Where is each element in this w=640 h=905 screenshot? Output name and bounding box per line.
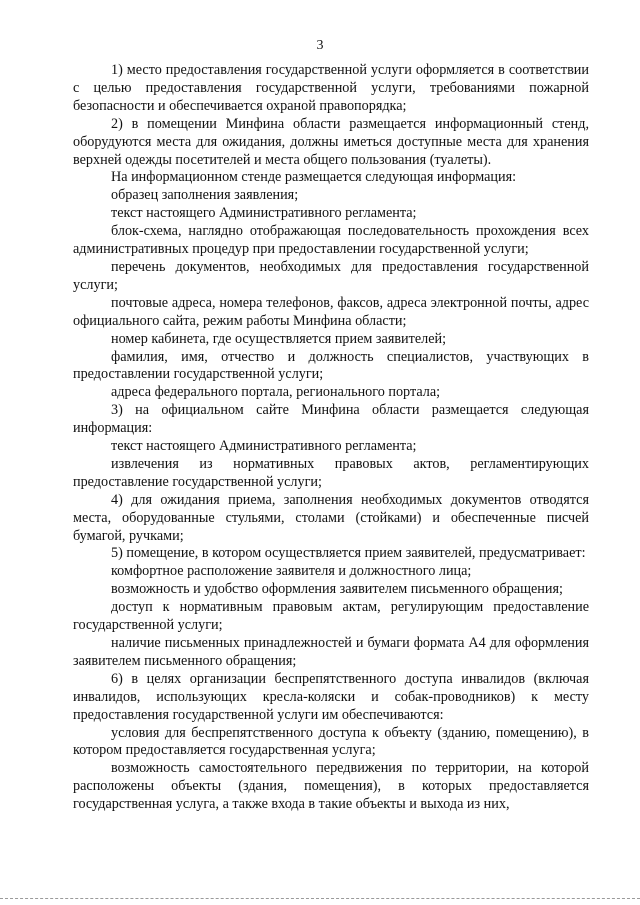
paragraph: почтовые адреса, номера телефонов, факсов, адреса электронной почты, адрес официального сайта, режим работы Минфина области; [73, 294, 589, 329]
paragraph: 6) в целях организации беспрепятственного доступа инвалидов (включая инвалидов, использующих кресла-коляски и собак-проводников) к месту предоставления государственной услуги им обеспечиваются: [73, 670, 589, 723]
paragraph: комфортное расположение заявителя и должностного лица; [111, 563, 472, 580]
paragraph: фамилия, имя, отчество и должность специалистов, участвующих в предоставлении государственной услуги; [73, 348, 589, 383]
bottom-scan-edge [0, 898, 640, 899]
paragraph: наличие письменных принадлежностей и бумаги формата А4 для оформления заявителем письменного обращения; [73, 635, 589, 669]
paragraph: 4) для ожидания приема, заполнения необходимых документов отводятся места, оборудованные стульями, столами (стойками) и обеспеченные писчей бумагой, ручками; [73, 491, 589, 544]
paragraph: 1) место предоставления государственной услуги оформляется в соответствии с целью предоставления государственной услуги, требованиями пожарной безопасности и обеспечивается охраной правопорядка; [73, 62, 589, 114]
paragraph: текст настоящего Административного регламента; [111, 205, 417, 222]
paragraph: адреса федерального портала, регионального портала; [111, 384, 441, 401]
paragraph: текст настоящего Административного регламента; [111, 438, 417, 455]
paragraph: номер кабинета, где осуществляется прием заявителей; [111, 330, 447, 347]
paragraph: блок-схема, наглядно отображающая последовательность прохождения всех административных процедур при предоставлении государственной услуги; [73, 223, 589, 258]
document-body [73, 62, 589, 814]
paragraph: возможность и удобство оформления заявителем письменного обращения; [111, 581, 563, 598]
paragraph: 3) на официальном сайте Минфина области размещается следующая информация: [73, 402, 589, 437]
paragraph: условия для беспрепятственного доступа к объекту (зданию, помещению), в котором предоставляется государственная услуга; [73, 724, 589, 759]
paragraph: 5) помещение, в котором осуществляется прием заявителей, предусматривает: [111, 545, 586, 562]
paragraph: извлечения из нормативных правовых актов, регламентирующих предоставление государственной услуги; [73, 455, 589, 490]
page-number: 3 [316, 38, 324, 53]
paragraph: образец заполнения заявления; [111, 187, 299, 204]
paragraph: 2) в помещении Минфина области размещается информационный стенд, оборудуются места для ожидания, должны иметься доступные места для хранения верхней одежды посетителей и места общего пользования (туалеты). [73, 115, 589, 168]
paragraph: На информационном стенде размещается следующая информация: [111, 169, 517, 186]
paragraph: доступ к нормативным правовым актам, регулирующим предоставление государственной услуги; [73, 599, 589, 634]
paragraph: перечень документов, необходимых для предоставления государственной услуги; [73, 258, 589, 293]
paragraph: возможность самостоятельного передвижения по территории, на которой расположены объекты (здания, помещения), в которых предоставляется государственная услуга, а также входа в такие объекты и выхода из них, [73, 760, 589, 813]
